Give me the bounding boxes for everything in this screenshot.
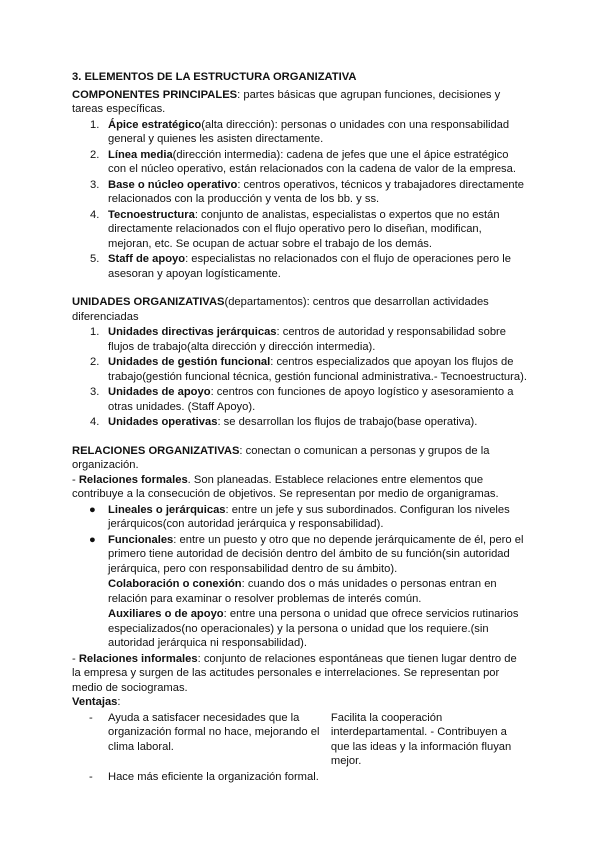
relations-label: RELACIONES ORGANIZATIVAS [72, 444, 240, 457]
advantages-label: Ventajas [72, 696, 118, 708]
informal-text: : conjunto de relaciones espontáneas que tienen lugar dentro de la empresa y surgen de las actitudes personales e interrelaciones. Se representan por medio de sociogramas. [72, 652, 517, 694]
item-term: Línea media [108, 148, 173, 161]
item-number: 4. [90, 416, 100, 428]
item-number: 1. [90, 118, 100, 131]
advantages-heading [72, 695, 528, 710]
sub-paragraph [72, 607, 528, 651]
informal-relations [72, 652, 528, 696]
item-term: Staff de apoyo [108, 253, 186, 265]
item-number: 3. [90, 386, 100, 398]
dash-marker: - [89, 711, 93, 724]
components-desc: : partes básicas que agrupan funciones, decisiones y tareas específicas. [72, 88, 501, 115]
units-intro [72, 295, 528, 324]
item-number: 5. [90, 253, 100, 265]
item-term: Funcionales [108, 533, 174, 546]
dash-prefix: - [72, 652, 79, 665]
item-term: Lineales o jerárquicas [108, 503, 226, 516]
item-text: : especialistas no relacionados con el flujo de operaciones pero le asesoran y apoyan logísticamente. [108, 253, 511, 280]
bullet-icon: ● [89, 503, 96, 516]
item-text: (dirección intermedia): cadena de jefes que une el ápice estratégico con el núcleo operativo, están relacionados con la cadena de valor de la empresa. [108, 148, 516, 175]
dash-prefix: - [72, 473, 79, 486]
sub-term: Auxiliares o de apoyo [108, 608, 224, 620]
units-list [72, 325, 528, 430]
item-number: 4. [90, 208, 100, 221]
item-term: Unidades directivas jerárquicas [108, 326, 277, 338]
informal-label: Relaciones informales [78, 652, 198, 665]
list-item [72, 148, 528, 177]
item-number: 1. [90, 326, 100, 338]
advantages-columns [72, 711, 528, 769]
item-term: Base o núcleo operativo [108, 178, 238, 191]
dash-marker: - [89, 770, 93, 783]
components-intro [72, 88, 528, 117]
list-item [72, 503, 528, 532]
advantage-item [72, 711, 331, 769]
list-item [72, 415, 528, 430]
formal-types-list [72, 503, 528, 577]
list-item [72, 208, 528, 252]
units-label: UNIDADES ORGANIZATIVAS [72, 296, 225, 308]
list-item [72, 178, 528, 207]
item-term: Unidades de apoyo [108, 386, 211, 398]
list-item [72, 252, 528, 281]
item-term: Tecnoestructura [108, 208, 195, 221]
item-term: Ápice estratégico [108, 118, 202, 131]
spacer [72, 431, 528, 444]
item-text: : entre un puesto y otro que no depende jerárquicamente de él, pero el primero tiene autoridad de decisión dentro del ámbito de su función(sin autoridad jerárquica, pero con responsabilidad dentro de su ámbito). [108, 533, 524, 575]
item-text: (alta dirección): personas o unidades con una responsabilidad general y quienes les asisten directamente. [108, 118, 510, 145]
list-item [72, 355, 528, 384]
section-heading: 3. ELEMENTOS DE LA ESTRUCTURA ORGANIZATIVA [72, 71, 357, 83]
item-term: Unidades operativas [108, 416, 218, 428]
item-number: 2. [90, 148, 100, 161]
document-content [72, 70, 528, 784]
item-term: Unidades de gestión funcional [108, 356, 271, 368]
advantage-text: Hace más eficiente la organización formal. [108, 770, 319, 783]
sub-paragraph [72, 577, 528, 606]
formal-text: . Son planeadas. Establece relaciones entre elementos que contribuye a la consecución de objetivos. Se representan por medio de organigramas. [72, 473, 499, 500]
components-label: COMPONENTES PRINCIPALES [72, 88, 238, 101]
sub-term: Colaboración o conexión [108, 578, 242, 590]
item-text: : centros de autoridad y responsabilidad sobre flujos de trabajo(alta dirección y dirección intermedia). [108, 326, 507, 353]
advantage-item [72, 770, 528, 785]
formal-label: Relaciones formales [78, 473, 188, 486]
units-desc: (departamentos): centros que desarrollan actividades diferenciadas [72, 296, 489, 323]
item-number: 3. [90, 178, 100, 191]
item-text: : conjunto de analistas, especialistas o expertos que no están directamente relacionados con el flujo operativo pero lo diseñan, modifican, mejoran, etc. Se ocupan de actuar sobre el trabajo de los demás. [108, 208, 500, 250]
sub-text: : cuando dos o más unidades o personas entran en relación para examinar o resolver problemas de interés común. [108, 578, 497, 605]
item-text: : centros con funciones de apoyo logístico y asesoramiento a otras unidades. (Staff Apoyo). [108, 386, 514, 413]
list-item [72, 385, 528, 414]
sub-text: : entre una persona o unidad que ofrece servicios rutinarios especializados(no operacionales) y la persona o unidad que los requiere.(sin autoridad jerárquica ni responsabilidad). [108, 608, 519, 649]
advantage-text: Ayuda a satisfacer necesidades que la organización formal no hace, mejorando el clima laboral. [108, 711, 320, 753]
relations-intro [72, 444, 528, 473]
list-item [72, 118, 528, 147]
components-list [72, 118, 528, 282]
spacer [72, 282, 528, 295]
item-text: : entre un jefe y sus subordinados. Configuran los niveles jerárquicos(con autoridad jerárquica y responsabilidad). [108, 503, 510, 530]
list-item [72, 325, 528, 354]
item-text: : se desarrollan los flujos de trabajo(base operativa). [217, 416, 478, 428]
bullet-icon: ● [89, 533, 96, 546]
item-text: : centros especializados que apoyan los flujos de trabajo(gestión funcional técnica, gestión funcional administrativa.- Tecnoestructura). [108, 356, 527, 383]
relations-desc: : conectan o comunican a personas y grupos de la organización. [72, 444, 490, 471]
advantage-column-right: Facilita la cooperación interdepartamental. - Contribuyen a que las ideas y la información fluyan mejor. [330, 711, 512, 767]
list-item [72, 533, 528, 577]
advantages-colon: : [117, 696, 121, 708]
item-text: : centros operativos, técnicos y trabajadores directamente relacionados con la producción y venta de los bb. y ss. [108, 178, 524, 205]
item-number: 2. [90, 356, 100, 368]
formal-relations [72, 473, 528, 502]
